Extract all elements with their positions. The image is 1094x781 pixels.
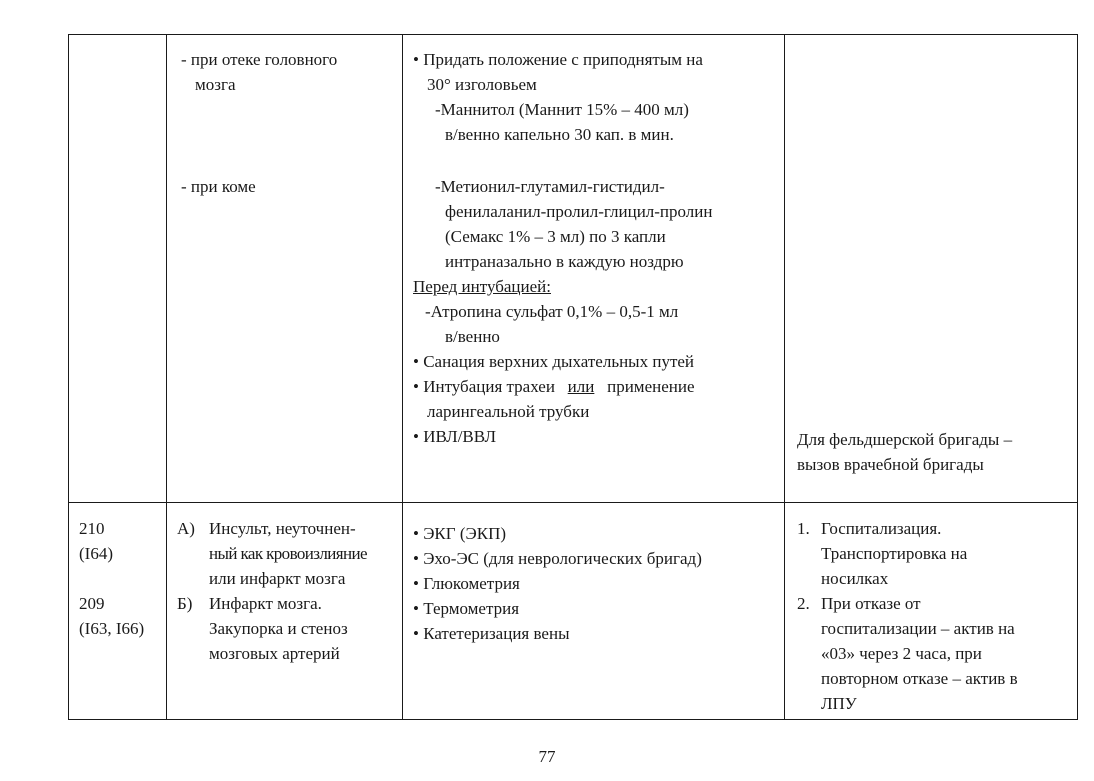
column-divider-3 xyxy=(784,35,785,719)
action-line: фенилаланил-пролил-глицил-пролин xyxy=(445,202,713,221)
action-line: 30° изголовьем xyxy=(427,75,537,94)
procedure-item: • ЭКГ (ЭКП) xyxy=(413,524,507,543)
action-text: применение xyxy=(607,377,695,396)
condition-line: - при отеке головного xyxy=(181,50,338,69)
action-line: • ИВЛ/ВВЛ xyxy=(413,427,496,446)
note-line: Для фельдшерской бригады – xyxy=(797,430,1013,449)
condition-brain-edema xyxy=(181,47,401,97)
diagnosis-line: Закупорка и стеноз xyxy=(209,619,348,638)
action-line: в/венно капельно 30 кап. в мин. xyxy=(445,125,674,144)
tactics-line: повторном отказе – актив в xyxy=(821,669,1018,688)
procedures-list xyxy=(413,521,783,646)
diagnosis-marker: А) xyxy=(177,519,195,538)
icd-code: (I63, I66) xyxy=(79,619,145,638)
tactics-line: Госпитализация. xyxy=(821,519,942,538)
action-text: • Интубация трахеи xyxy=(413,377,555,396)
tactics-line: ЛПУ xyxy=(821,694,857,713)
condition-line: мозга xyxy=(195,75,236,94)
diagnosis-line: ный как кровоизлияние xyxy=(209,544,367,563)
tactics-line: Транспортировка на xyxy=(821,544,968,563)
diagnosis-line: Инсульт, неуточнен- xyxy=(209,519,356,538)
condition-line: - при коме xyxy=(181,177,256,196)
paramedic-note xyxy=(797,427,1075,477)
column-divider-1 xyxy=(166,35,167,719)
action-line: -Маннитол (Маннит 15% – 400 мл) xyxy=(435,100,689,119)
condition-coma xyxy=(181,174,401,199)
protocol-table xyxy=(68,34,1078,720)
page-number: 77 xyxy=(538,747,556,766)
diagnosis-line: Инфаркт мозга. xyxy=(209,594,322,613)
tactics-line: носилках xyxy=(821,569,889,588)
tactics-line: госпитализации – актив на xyxy=(821,619,1015,638)
action-line: -Атропина сульфат 0,1% – 0,5-1 мл xyxy=(425,302,679,321)
diagnosis-codes xyxy=(79,516,165,641)
diagnoses xyxy=(177,516,403,666)
tactics-line: «03» через 2 часа, при xyxy=(821,644,982,663)
tactics-text xyxy=(821,591,1018,716)
diagnosis-a xyxy=(177,516,403,591)
diagnosis-text xyxy=(209,591,348,666)
action-line: -Метионил-глутамил-гистидил- xyxy=(435,177,665,196)
intubation-line xyxy=(413,374,783,399)
code-210: 210 xyxy=(79,519,105,538)
tactics-text xyxy=(821,516,967,591)
diagnosis-b xyxy=(177,591,403,666)
diagnosis-text xyxy=(209,516,367,591)
actions-brain-edema xyxy=(413,47,783,147)
icd-code: (I64) xyxy=(79,544,113,563)
tactics-line: При отказе от xyxy=(821,594,921,613)
procedure-item: • Эхо-ЭС (для неврологических бригад) xyxy=(413,549,702,568)
tactics-number: 1. xyxy=(797,519,810,538)
procedure-item: • Глюкометрия xyxy=(413,574,520,593)
action-line: в/венно xyxy=(445,327,500,346)
code-209: 209 xyxy=(79,594,105,613)
procedure-item: • Катетеризация вены xyxy=(413,624,570,643)
tactics-item-2 xyxy=(797,591,1077,716)
diagnosis-marker: Б) xyxy=(177,594,193,613)
action-line: интраназально в каждую ноздрю xyxy=(445,252,684,271)
row-divider xyxy=(69,502,1077,503)
actions-coma xyxy=(413,174,783,449)
tactics-list xyxy=(797,516,1077,716)
tactics-item-1 xyxy=(797,516,1077,591)
or-underlined: или xyxy=(567,377,595,396)
diagnosis-line: мозговых артерий xyxy=(209,644,340,663)
action-line: ларингеальной трубки xyxy=(427,402,590,421)
action-line: (Семакс 1% – 3 мл) по 3 капли xyxy=(445,227,666,246)
tactics-number: 2. xyxy=(797,594,810,613)
diagnosis-line: или инфаркт мозга xyxy=(209,569,346,588)
action-line: • Придать положение с приподнятым на xyxy=(413,50,703,69)
note-line: вызов врачебной бригады xyxy=(797,455,984,474)
procedure-item: • Термометрия xyxy=(413,599,520,618)
before-intubation-heading: Перед интубацией: xyxy=(413,277,551,296)
action-line: • Санация верхних дыхательных путей xyxy=(413,352,695,371)
